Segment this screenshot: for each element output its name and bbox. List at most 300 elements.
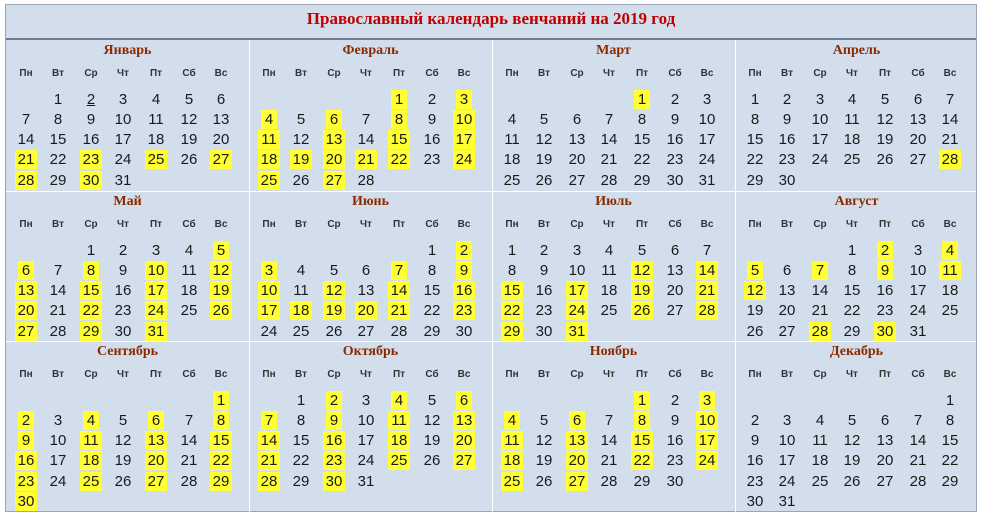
calendar-day: 23 — [666, 452, 684, 469]
calendar-day: 10 — [778, 432, 796, 449]
wedding-day: 25 — [145, 150, 167, 169]
calendar-day: 16 — [666, 432, 684, 449]
wedding-day: 27 — [566, 472, 588, 491]
wedding-day: 20 — [323, 150, 345, 169]
calendar-day: 10 — [909, 262, 927, 279]
wedding-day: 1 — [634, 90, 650, 109]
month-block — [249, 40, 492, 191]
weekday-label: Сб — [425, 219, 439, 230]
weekday-label: Чт — [360, 219, 372, 230]
calendar-day: 2 — [86, 91, 96, 108]
calendar-day: 16 — [423, 131, 441, 148]
wedding-day: 9 — [18, 431, 34, 450]
wedding-day: 20 — [566, 451, 588, 470]
calendar-day: 23 — [423, 151, 441, 168]
calendar-day: 2 — [427, 91, 437, 108]
wedding-day: 17 — [696, 431, 718, 450]
wedding-day: 11 — [258, 130, 280, 149]
calendar-day: 28 — [390, 323, 408, 340]
wedding-day: 25 — [80, 472, 102, 491]
wedding-day: 25 — [258, 171, 280, 190]
wedding-day: 8 — [634, 411, 650, 430]
calendar-day: 19 — [535, 151, 553, 168]
calendar-day: 25 — [292, 323, 310, 340]
wedding-day: 23 — [453, 301, 475, 320]
calendar-day: 11 — [293, 282, 309, 299]
weekday-label: Сб — [668, 369, 682, 380]
calendar-day: 29 — [746, 172, 764, 189]
calendar-day: 17 — [811, 131, 829, 148]
weekday-label: Ср — [84, 369, 98, 380]
wedding-day: 27 — [15, 322, 37, 341]
weekday-label: Ср — [813, 68, 827, 79]
calendar-day: 11 — [601, 262, 617, 279]
month-name: Октябрь — [342, 344, 399, 359]
wedding-day: 20 — [145, 451, 167, 470]
wedding-day: 27 — [453, 451, 475, 470]
calendar-day: 18 — [843, 131, 861, 148]
wedding-day: 27 — [145, 472, 167, 491]
calendar-day: 14 — [600, 131, 618, 148]
calendar-day: 1 — [945, 392, 955, 409]
wedding-day: 26 — [631, 301, 653, 320]
calendar-day: 13 — [357, 282, 375, 299]
wedding-day: 7 — [812, 261, 828, 280]
weekday-label: Сб — [425, 369, 439, 380]
calendar-day: 28 — [357, 172, 375, 189]
calendar-day: 19 — [746, 302, 764, 319]
wedding-day: 22 — [80, 301, 102, 320]
calendar-day: 6 — [361, 262, 371, 279]
month-block — [6, 40, 249, 191]
wedding-day: 11 — [501, 431, 523, 450]
wedding-day: 1 — [634, 391, 650, 410]
calendar-day: 13 — [909, 111, 927, 128]
calendar-day: 3 — [361, 392, 371, 409]
calendar-day: 1 — [847, 242, 857, 259]
calendar-day: 7 — [361, 111, 371, 128]
calendar-day: 29 — [292, 473, 310, 490]
weekday-label: Ср — [813, 369, 827, 380]
weekday-label: Пн — [505, 68, 519, 79]
calendar-day: 18 — [811, 452, 829, 469]
calendar-day: 13 — [568, 131, 586, 148]
wedding-day: 22 — [631, 451, 653, 470]
calendar-day: 9 — [86, 111, 96, 128]
wedding-day: 6 — [456, 391, 472, 410]
weekday-label: Вт — [781, 219, 793, 230]
wedding-day: 18 — [290, 301, 312, 320]
weekday-label: Вт — [52, 369, 64, 380]
weekday-label: Чт — [846, 68, 858, 79]
calendar-day: 18 — [147, 131, 165, 148]
weekday-label: Вт — [538, 68, 550, 79]
month-name: Июль — [595, 194, 632, 209]
weekday-label: Вс — [457, 369, 471, 380]
month-name: Сентябрь — [96, 344, 159, 359]
wedding-day: 6 — [148, 411, 164, 430]
calendar-title: Православный календарь венчаний на 2019 год — [306, 9, 676, 28]
month-block — [492, 341, 735, 513]
calendar-day: 21 — [180, 452, 198, 469]
weekday-label: Вс — [214, 369, 228, 380]
weekday-label: Ср — [327, 369, 341, 380]
wedding-day: 2 — [326, 391, 342, 410]
wedding-day: 4 — [942, 241, 958, 260]
weekday-label: Вт — [538, 219, 550, 230]
calendar-day: 26 — [535, 172, 553, 189]
calendar-day: 1 — [427, 242, 437, 259]
wedding-day: 17 — [145, 281, 167, 300]
weekday-label: Вт — [52, 219, 64, 230]
calendar-day: 21 — [600, 452, 618, 469]
calendar-day: 7 — [702, 242, 712, 259]
wedding-day: 6 — [569, 411, 585, 430]
wedding-day: 3 — [261, 261, 277, 280]
calendar-day: 13 — [778, 282, 796, 299]
weekday-label: Ср — [813, 219, 827, 230]
wedding-day: 3 — [456, 90, 472, 109]
calendar-day: 24 — [698, 151, 716, 168]
row-separator — [6, 191, 976, 192]
month-name: Апрель — [832, 43, 881, 58]
month-name: Ноябрь — [589, 344, 638, 359]
calendar-day: 31 — [698, 172, 716, 189]
weekday-label: Ср — [84, 68, 98, 79]
calendar-day: 3 — [913, 242, 923, 259]
calendar-day: 10 — [568, 262, 586, 279]
calendar-day: 13 — [876, 432, 894, 449]
calendar-day: 12 — [876, 111, 894, 128]
wedding-day: 15 — [631, 431, 653, 450]
calendar-day: 5 — [118, 412, 128, 429]
weekday-label: Вт — [295, 68, 307, 79]
calendar-day: 12 — [292, 131, 310, 148]
weekday-label: Пн — [748, 369, 762, 380]
calendar-day: 25 — [941, 302, 959, 319]
wedding-day: 15 — [501, 281, 523, 300]
weekday-label: Ср — [84, 219, 98, 230]
calendar-day: 9 — [118, 262, 128, 279]
wedding-day: 10 — [696, 411, 718, 430]
calendar-day: 3 — [815, 91, 825, 108]
wedding-day: 12 — [323, 281, 345, 300]
weekday-label: Сб — [425, 68, 439, 79]
calendar-day: 27 — [778, 323, 796, 340]
wedding-day: 18 — [258, 150, 280, 169]
wedding-day: 20 — [453, 431, 475, 450]
calendar-day: 8 — [507, 262, 517, 279]
calendar-day: 11 — [504, 131, 520, 148]
calendar-day: 25 — [843, 151, 861, 168]
calendar-day: 13 — [212, 111, 230, 128]
calendar-day: 31 — [114, 172, 132, 189]
calendar-day: 18 — [503, 151, 521, 168]
calendar-day: 22 — [941, 452, 959, 469]
weekday-label: Чт — [117, 369, 129, 380]
weekday-label: Чт — [603, 219, 615, 230]
wedding-day: 31 — [145, 322, 167, 341]
wedding-day: 4 — [261, 110, 277, 129]
calendar-day: 6 — [216, 91, 226, 108]
calendar-day: 20 — [212, 131, 230, 148]
calendar-day: 19 — [114, 452, 132, 469]
calendar-day: 31 — [357, 473, 375, 490]
calendar-frame — [5, 4, 977, 512]
wedding-day: 28 — [696, 301, 718, 320]
calendar-day: 1 — [296, 392, 306, 409]
wedding-day: 20 — [355, 301, 377, 320]
weekday-label: Пт — [392, 68, 406, 79]
calendar-day: 23 — [666, 151, 684, 168]
calendar-day: 29 — [423, 323, 441, 340]
calendar-day: 20 — [778, 302, 796, 319]
wedding-day: 21 — [258, 451, 280, 470]
wedding-day: 30 — [323, 472, 345, 491]
month-block — [735, 341, 978, 513]
weekday-label: Сб — [911, 369, 925, 380]
calendar-day: 6 — [880, 412, 890, 429]
month-name: Декабрь — [829, 344, 884, 359]
weekday-label: Вс — [700, 369, 714, 380]
calendar-day: 16 — [535, 282, 553, 299]
weekday-label: Ср — [327, 219, 341, 230]
calendar-day: 16 — [82, 131, 100, 148]
wedding-day: 15 — [388, 130, 410, 149]
weekday-label: Ср — [570, 369, 584, 380]
month-name: Август — [834, 194, 879, 209]
wedding-day: 20 — [15, 301, 37, 320]
wedding-day: 21 — [355, 150, 377, 169]
calendar-day: 21 — [600, 151, 618, 168]
wedding-day: 8 — [391, 110, 407, 129]
calendar-day: 2 — [670, 91, 680, 108]
weekday-label: Вс — [457, 219, 471, 230]
calendar-day: 17 — [114, 131, 132, 148]
month-block — [735, 191, 978, 341]
calendar-day: 4 — [151, 91, 161, 108]
calendar-day: 3 — [702, 91, 712, 108]
wedding-day: 13 — [453, 411, 475, 430]
wedding-day: 27 — [210, 150, 232, 169]
calendar-day: 5 — [880, 91, 890, 108]
weekday-label: Вс — [457, 68, 471, 79]
calendar-day: 3 — [53, 412, 63, 429]
calendar-day: 26 — [325, 323, 343, 340]
calendar-day: 19 — [876, 131, 894, 148]
calendar-day: 12 — [180, 111, 198, 128]
calendar-day: 9 — [782, 111, 792, 128]
calendar-day: 1 — [750, 91, 760, 108]
calendar-day: 31 — [778, 493, 796, 510]
weekday-label: Вт — [295, 369, 307, 380]
wedding-day: 23 — [15, 472, 37, 491]
month-block — [735, 40, 978, 191]
calendar-day: 3 — [782, 412, 792, 429]
calendar-day: 11 — [181, 262, 197, 279]
calendar-day: 20 — [666, 282, 684, 299]
weekday-label: Вт — [538, 369, 550, 380]
calendar-day: 9 — [539, 262, 549, 279]
calendar-day: 30 — [746, 493, 764, 510]
calendar-day: 27 — [357, 323, 375, 340]
calendar-day: 9 — [670, 111, 680, 128]
weekday-label: Пт — [878, 369, 892, 380]
calendar-day: 7 — [184, 412, 194, 429]
wedding-day: 5 — [747, 261, 763, 280]
weekday-label: Вт — [781, 369, 793, 380]
wedding-day: 12 — [210, 261, 232, 280]
wedding-day: 24 — [566, 301, 588, 320]
month-block — [6, 341, 249, 513]
wedding-day: 4 — [83, 411, 99, 430]
wedding-day: 9 — [326, 411, 342, 430]
calendar-day: 17 — [49, 452, 67, 469]
wedding-day: 21 — [696, 281, 718, 300]
calendar-day: 18 — [600, 282, 618, 299]
weekday-label: Чт — [117, 68, 129, 79]
wedding-day: 13 — [566, 431, 588, 450]
calendar-day: 17 — [698, 131, 716, 148]
wedding-day: 22 — [388, 150, 410, 169]
calendar-day: 17 — [357, 432, 375, 449]
weekday-label: Чт — [603, 369, 615, 380]
calendar-day: 8 — [53, 111, 63, 128]
wedding-day: 17 — [453, 130, 475, 149]
weekday-label: Сб — [911, 219, 925, 230]
wedding-day: 25 — [388, 451, 410, 470]
wedding-day: 28 — [258, 472, 280, 491]
wedding-day: 13 — [323, 130, 345, 149]
weekday-label: Вт — [295, 219, 307, 230]
calendar-day: 4 — [296, 262, 306, 279]
calendar-day: 28 — [600, 473, 618, 490]
calendar-day: 29 — [941, 473, 959, 490]
wedding-day: 2 — [877, 241, 893, 260]
calendar-day: 24 — [114, 151, 132, 168]
calendar-day: 15 — [423, 282, 441, 299]
calendar-day: 3 — [151, 242, 161, 259]
calendar-day: 21 — [811, 302, 829, 319]
wedding-day: 9 — [456, 261, 472, 280]
wedding-day: 29 — [80, 322, 102, 341]
wedding-day: 2 — [18, 411, 34, 430]
calendar-day: 6 — [913, 91, 923, 108]
weekday-label: Пн — [262, 68, 276, 79]
month-name: Март — [596, 43, 631, 58]
wedding-day: 7 — [261, 411, 277, 430]
calendar-day: 15 — [292, 432, 310, 449]
calendar-day: 24 — [49, 473, 67, 490]
calendar-day: 26 — [843, 473, 861, 490]
calendar-day: 10 — [114, 111, 132, 128]
calendar-day: 16 — [666, 131, 684, 148]
calendar-day: 26 — [535, 473, 553, 490]
wedding-day: 29 — [210, 472, 232, 491]
calendar-day: 27 — [876, 473, 894, 490]
wedding-day: 7 — [391, 261, 407, 280]
calendar-day: 7 — [53, 262, 63, 279]
calendar-day: 2 — [750, 412, 760, 429]
calendar-day: 30 — [114, 323, 132, 340]
calendar-day: 11 — [812, 432, 828, 449]
calendar-day: 5 — [329, 262, 339, 279]
calendar-day: 29 — [843, 323, 861, 340]
calendar-day: 19 — [535, 452, 553, 469]
calendar-day: 10 — [49, 432, 67, 449]
calendar-day: 5 — [847, 412, 857, 429]
calendar-day: 3 — [118, 91, 128, 108]
wedding-day: 27 — [323, 171, 345, 190]
calendar-day: 16 — [876, 282, 894, 299]
weekday-label: Сб — [182, 219, 196, 230]
calendar-day: 30 — [778, 172, 796, 189]
column-separator — [735, 40, 736, 513]
wedding-day: 12 — [744, 281, 766, 300]
wedding-day: 11 — [388, 411, 410, 430]
calendar-day: 4 — [507, 111, 517, 128]
weekday-label: Пн — [262, 369, 276, 380]
calendar-day: 16 — [746, 452, 764, 469]
calendar-day: 11 — [148, 111, 164, 128]
calendar-day: 25 — [503, 172, 521, 189]
calendar-day: 24 — [778, 473, 796, 490]
wedding-day: 13 — [145, 431, 167, 450]
calendar-day: 26 — [423, 452, 441, 469]
calendar-day: 21 — [49, 302, 67, 319]
month-block — [249, 191, 492, 341]
weekday-label: Пн — [19, 219, 33, 230]
calendar-day: 8 — [427, 262, 437, 279]
calendar-day: 30 — [666, 172, 684, 189]
wedding-day: 1 — [213, 391, 229, 410]
calendar-day: 5 — [427, 392, 437, 409]
calendar-day: 9 — [670, 412, 680, 429]
calendar-day: 20 — [568, 151, 586, 168]
calendar-day: 30 — [455, 323, 473, 340]
calendar-day: 17 — [909, 282, 927, 299]
calendar-day: 2 — [118, 242, 128, 259]
wedding-day: 9 — [877, 261, 893, 280]
month-block — [492, 191, 735, 341]
weekday-label: Пн — [748, 219, 762, 230]
weekday-label: Вс — [700, 68, 714, 79]
weekday-label: Сб — [182, 369, 196, 380]
wedding-day: 10 — [453, 110, 475, 129]
calendar-day: 4 — [847, 91, 857, 108]
wedding-day: 17 — [258, 301, 280, 320]
weekday-label: Пт — [149, 68, 163, 79]
calendar-day: 16 — [778, 131, 796, 148]
calendar-day: 29 — [49, 172, 67, 189]
wedding-day: 28 — [15, 171, 37, 190]
calendar-day: 10 — [811, 111, 829, 128]
calendar-day: 5 — [637, 242, 647, 259]
calendar-day: 21 — [941, 131, 959, 148]
weekday-label: Сб — [668, 219, 682, 230]
weekday-label: Ср — [570, 219, 584, 230]
calendar-day: 7 — [604, 412, 614, 429]
weekday-label: Чт — [846, 369, 858, 380]
weekday-label: Пн — [505, 369, 519, 380]
weekday-label: Вс — [943, 219, 957, 230]
weekday-label: Пт — [392, 219, 406, 230]
wedding-day: 31 — [566, 322, 588, 341]
wedding-day: 17 — [566, 281, 588, 300]
weekday-label: Чт — [360, 369, 372, 380]
calendar-day: 12 — [535, 131, 553, 148]
wedding-day: 18 — [501, 451, 523, 470]
